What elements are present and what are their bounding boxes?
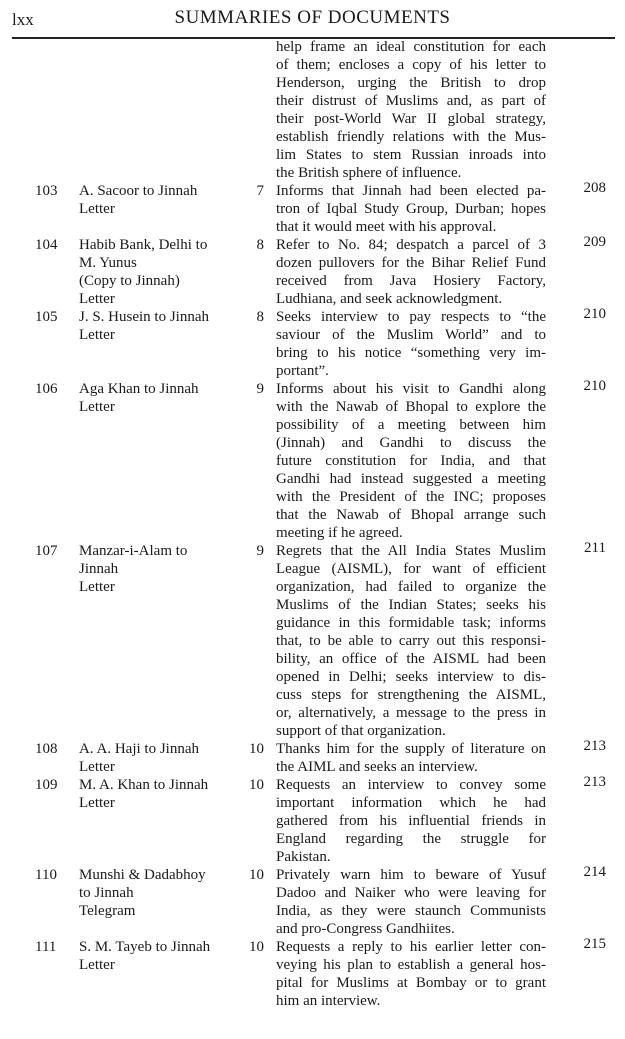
summary-line: lim States to stem Russian inroads into	[276, 147, 546, 163]
summary-line: cuss steps for strengthening the AISML,	[276, 687, 546, 703]
document-summary	[276, 938, 546, 1010]
document-from	[79, 866, 249, 920]
summary-line: help frame an ideal constitution for each	[276, 39, 546, 55]
summary-line: Informs about his visit to Gandhi along	[276, 381, 546, 397]
summary-line: Seeks interview to pay respects to “the	[276, 309, 546, 325]
from-line: M. A. Khan to Jinnah	[79, 777, 209, 793]
from-line: Manzar-i-Alam to	[79, 543, 188, 559]
summary-line: organization, had failed to organize the	[276, 579, 546, 595]
summary-line: Privately warn him to beware of Yusuf	[276, 867, 546, 883]
summary-line: veying his plan to establish a general hos-	[276, 957, 546, 973]
summary-line: bility, an office of the AISML had been	[276, 651, 546, 667]
page-reference: 215	[583, 936, 606, 952]
summary-line: the British sphere of influence.	[276, 165, 462, 181]
document-date: 10	[249, 939, 264, 955]
document-entry	[0, 866, 625, 938]
document-date: 8	[256, 309, 264, 325]
summary-line: dozen pullovers for the Bihar Relief Fund	[276, 255, 546, 271]
summary-line: that it would meet with his approval.	[276, 219, 497, 235]
document-number: 106	[35, 381, 58, 397]
document-summary	[276, 866, 546, 938]
summary-line: with the Nawab of Bhopal to explore the	[276, 399, 546, 415]
document-summary	[276, 308, 546, 380]
summary-line: important information which he had	[276, 795, 546, 811]
summary-line: Requests a reply to his earlier letter con-	[276, 939, 546, 955]
document-entry	[0, 38, 625, 182]
summary-line: Ludhiana, and seek acknowledgment.	[276, 291, 503, 307]
document-date: 9	[256, 381, 264, 397]
document-date: 9	[256, 543, 264, 559]
document-number: 110	[35, 867, 57, 883]
document-summary	[276, 236, 546, 308]
summary-line: the AIML and seeks an interview.	[276, 759, 478, 775]
document-from	[79, 182, 249, 218]
page-reference: 213	[583, 738, 606, 754]
document-summaries-list	[0, 38, 625, 1010]
summary-line: support of that organization.	[276, 723, 446, 739]
from-line: Munshi & Dadabhoy	[79, 867, 206, 883]
document-entry	[0, 308, 625, 380]
document-summary	[276, 38, 546, 182]
summary-line: with the President of the INC; proposes	[276, 489, 546, 505]
summary-line: Informs that Jinnah had been elected pa-	[276, 183, 546, 199]
summary-line: Dadoo and Naiker who were leaving for	[276, 885, 546, 901]
document-number: 109	[35, 777, 58, 793]
document-date: 10	[249, 741, 264, 757]
from-line: Jinnah	[79, 561, 119, 577]
summary-line: him an interview.	[276, 993, 381, 1009]
document-entry	[0, 776, 625, 866]
summary-line: tron of Iqbal Study Group, Durban; hopes	[276, 201, 546, 217]
document-from	[79, 380, 249, 416]
summary-line: establish friendly relations with the Mus-	[276, 129, 546, 145]
document-from	[79, 308, 249, 344]
from-line: Letter	[79, 291, 115, 307]
summary-line: or, alternatively, a message to the press in	[276, 705, 546, 721]
summary-line: (Jinnah) and Gandhi to discuss the	[276, 435, 546, 451]
from-line: A. A. Haji to Jinnah	[79, 741, 199, 757]
document-date: 10	[249, 777, 264, 793]
from-line: A. Sacoor to Jinnah	[79, 183, 198, 199]
document-from	[79, 740, 249, 776]
document-date: 8	[256, 237, 264, 253]
page-reference: 208	[583, 180, 606, 196]
from-line: Letter	[79, 327, 115, 343]
document-summary	[276, 182, 546, 236]
page-reference: 209	[583, 234, 606, 250]
summary-line: League (AISML), for want of efficient	[276, 561, 546, 577]
summary-line: Gandhi had instead suggested a meeting	[276, 471, 546, 487]
summary-line: and pro-Congress Gandhiites.	[276, 921, 455, 937]
document-entry	[0, 542, 625, 740]
summary-line: saviour of the Muslim World” and to	[276, 327, 546, 343]
summary-line: received from Java Hosiery Factory,	[276, 273, 546, 289]
page-title: SUMMARIES OF DOCUMENTS	[174, 7, 451, 28]
document-date: 10	[249, 867, 264, 883]
summary-line: their distrust of Muslims and, as part of	[276, 93, 546, 109]
summary-line: Thanks him for the supply of literature on	[276, 741, 546, 757]
summary-line: their post-World War II global strategy,	[276, 111, 546, 127]
from-line: (Copy to Jinnah)	[79, 273, 180, 289]
summary-line: India, as they were staunch Communists	[276, 903, 546, 919]
page-reference: 213	[583, 774, 606, 790]
from-line: M. Yunus	[79, 255, 137, 271]
from-line: Letter	[79, 399, 115, 415]
from-line: Letter	[79, 795, 115, 811]
from-line: Letter	[79, 759, 115, 775]
from-line: to Jinnah	[79, 885, 134, 901]
summary-line: Henderson, urging the British to drop	[276, 75, 546, 91]
document-number: 107	[35, 543, 58, 559]
summary-line: Muslims of the Indian States; seeks his	[276, 597, 546, 613]
summary-line: Regrets that the All India States Muslim	[276, 543, 546, 559]
summary-line: future constitution for India, and that	[276, 453, 546, 469]
document-from	[79, 938, 249, 974]
summary-line: portant”.	[276, 363, 329, 379]
document-summary	[276, 776, 546, 866]
page-reference: 211	[584, 540, 606, 556]
document-date: 7	[256, 183, 264, 199]
summary-line: Pakistan.	[276, 849, 331, 865]
from-line: Letter	[79, 957, 115, 973]
document-from	[79, 236, 249, 308]
document-from	[79, 776, 249, 812]
from-line: Aga Khan to Jinnah	[79, 381, 199, 397]
document-number: 108	[35, 741, 58, 757]
summary-line: bring to his notice “something very im-	[276, 345, 546, 361]
document-number: 105	[35, 309, 58, 325]
document-entry	[0, 236, 625, 308]
summary-line: that the Nawab of Bhopal arrange such	[276, 507, 546, 523]
page-reference: 214	[583, 864, 606, 880]
from-line: Letter	[79, 201, 115, 217]
document-summary	[276, 740, 546, 776]
page-reference: 210	[583, 378, 606, 394]
document-entry	[0, 182, 625, 236]
summary-line: opened in Delhi; seeks interview to dis-	[276, 669, 546, 685]
page-reference: 210	[583, 306, 606, 322]
from-line: S. M. Tayeb to Jinnah	[79, 939, 211, 955]
document-entry	[0, 740, 625, 776]
document-number: 103	[35, 183, 58, 199]
from-line: Telegram	[79, 903, 136, 919]
summary-line: Refer to No. 84; despatch a parcel of 3	[276, 237, 546, 253]
from-line: J. S. Husein to Jinnah	[79, 309, 210, 325]
summary-line: pital for Muslims at Bombay or to grant	[276, 975, 546, 991]
document-entry	[0, 938, 625, 1010]
summary-line: of them; encloses a copy of his letter to	[276, 57, 546, 73]
summary-line: guidance in this formidable task; informs	[276, 615, 546, 631]
document-summary	[276, 380, 546, 542]
document-entry	[0, 380, 625, 542]
from-line: Habib Bank, Delhi to	[79, 237, 208, 253]
from-line: Letter	[79, 579, 115, 595]
summary-line: Requests an interview to convey some	[276, 777, 546, 793]
document-from	[79, 542, 249, 596]
summary-line: that, to be able to carry out this responsi-	[276, 633, 546, 649]
summary-line: England regarding the struggle for	[276, 831, 546, 847]
document-number: 104	[35, 237, 58, 253]
document-summary	[276, 542, 546, 740]
page-number: lxx	[12, 10, 34, 29]
summary-line: gathered from his influential friends in	[276, 813, 546, 829]
summary-line: possibility of a meeting between him	[276, 417, 546, 433]
document-number: 111	[35, 939, 57, 955]
summary-line: meeting if he agreed.	[276, 525, 403, 541]
